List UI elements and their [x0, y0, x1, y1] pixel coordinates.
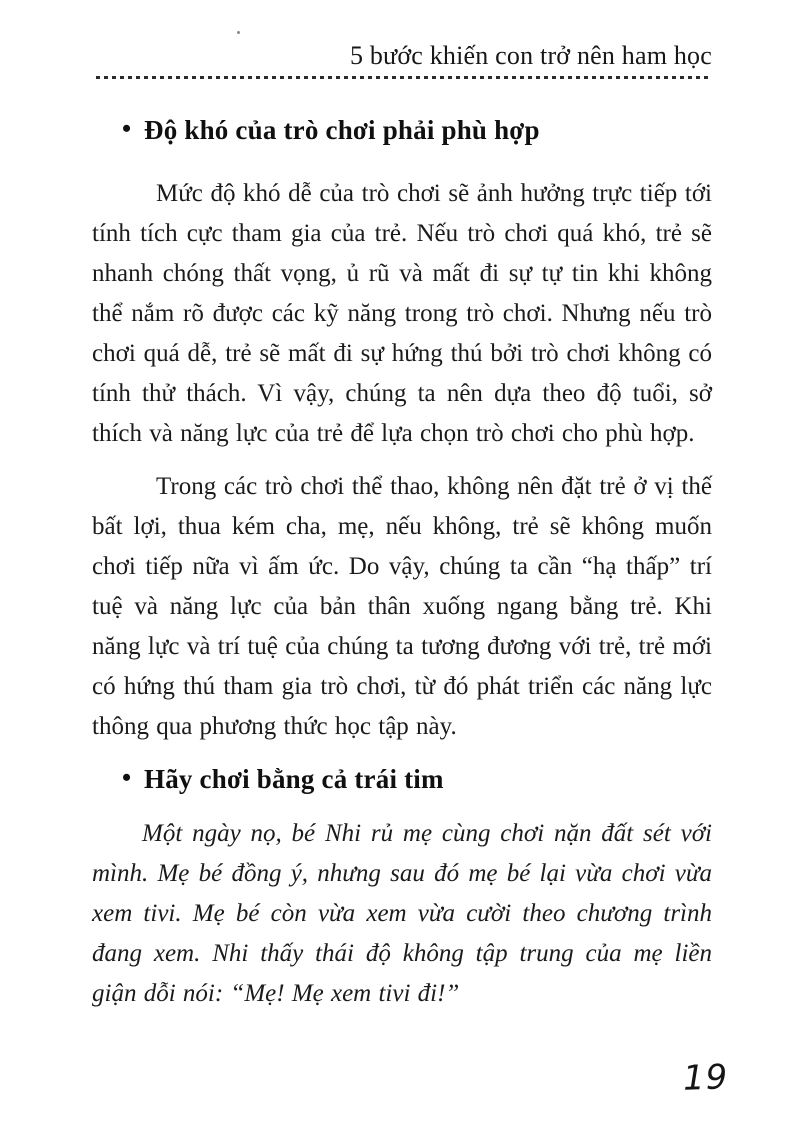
section-heading-play-wholeheartedly [92, 761, 712, 797]
page-number: 19 [682, 1057, 729, 1099]
section-heading-game-difficulty [92, 112, 712, 148]
paragraph-difficulty-2: Trong các trò chơi thể thao, không nên đặt trẻ ở vị thế bất lợi, thua kém cha, mẹ, nếu không, trẻ sẽ không muốn chơi tiếp nữa vì ấm ức. Do vậy, chúng ta cần “hạ thấp” trí tuệ và năng lực của bản thân xuống ngang bằng trẻ. Khi năng lực và trí tuệ của chúng ta tương đương với trẻ, trẻ mới có hứng thú tham gia trò chơi, từ đó phát triển các năng lực thông qua phương thức học tập này. [92, 473, 712, 740]
page-content [92, 0, 712, 1014]
paragraph-story-italic: Một ngày nọ, bé Nhi rủ mẹ cùng chơi nặn đất sét với mình. Mẹ bé đồng ý, nhưng sau đó mẹ bé lại vừa chơi vừa xem tivi. Mẹ bé còn vừa xem vừa cười theo chương trình đang xem. Nhi thấy thái độ không tập trung của mẹ liền giận dỗi nói: “Mẹ! Mẹ xem tivi đi!” [92, 820, 712, 1007]
section-heading-label: Hãy chơi bằng cả trái tim [144, 764, 444, 794]
bullet-icon: • [122, 763, 132, 792]
section-heading-label: Độ khó của trò chơi phải phù hợp [144, 115, 540, 145]
paragraph-difficulty-1: Mức độ khó dễ của trò chơi sẽ ảnh hưởng trực tiếp tới tính tích cực tham gia của trẻ. Nếu trò chơi quá khó, trẻ sẽ nhanh chóng thất vọng, ủ rũ và mất đi sự tự tin khi không thể nắm rõ được các kỹ năng trong trò chơi. Nhưng nếu trò chơi quá dễ, trẻ sẽ mất đi sự hứng thú bởi trò chơi không có tính thử thách. Vì vậy, chúng ta nên dựa theo độ tuổi, sở thích và năng lực của trẻ để lựa chọn trò chơi cho phù hợp. [92, 180, 712, 447]
bullet-icon: • [122, 114, 132, 143]
running-header: 5 bước khiến con trở nên ham học [349, 41, 712, 70]
